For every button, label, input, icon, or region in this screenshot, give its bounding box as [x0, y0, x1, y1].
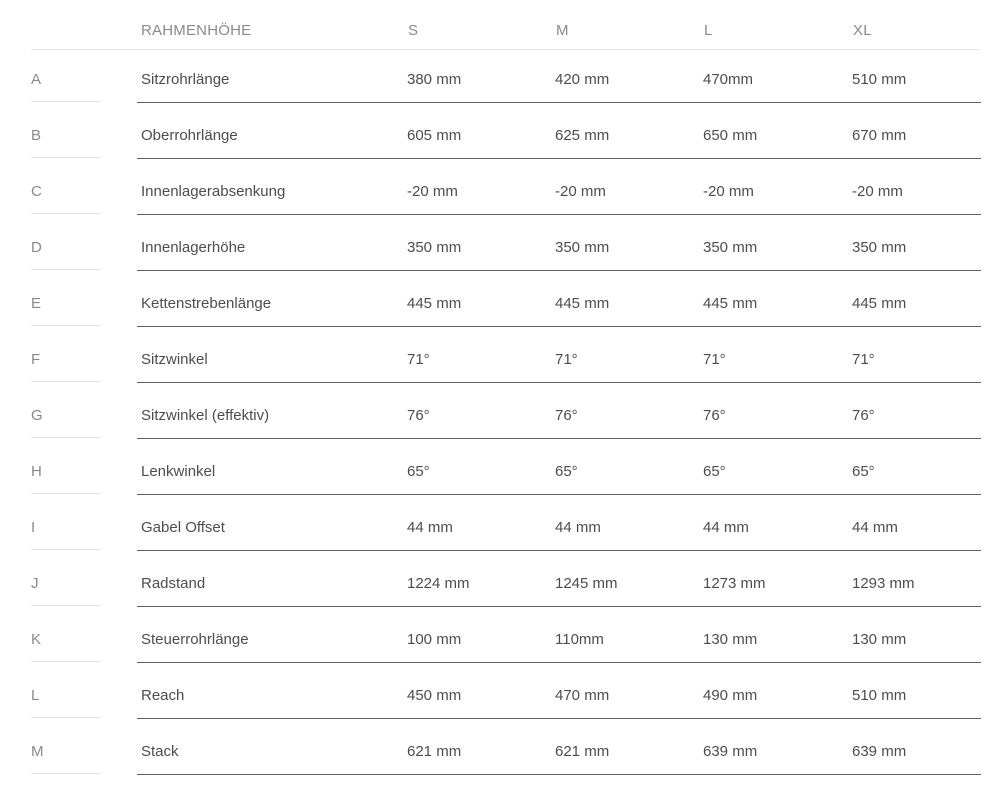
- value-size-s: 44 mm: [407, 519, 453, 536]
- table-row: [0, 441, 1003, 497]
- row-letter: L: [31, 687, 101, 718]
- row-label: Reach: [141, 687, 185, 704]
- row-values: [137, 295, 981, 327]
- table-header: [31, 0, 981, 50]
- row-label: Sitzwinkel: [141, 351, 208, 368]
- table-row: [0, 553, 1003, 609]
- value-size-s: 100 mm: [407, 631, 462, 648]
- row-values: [137, 351, 981, 383]
- header-size-s: S: [408, 22, 419, 39]
- row-label: Sitzwinkel (effektiv): [141, 407, 270, 424]
- row-letter: F: [31, 351, 101, 382]
- value-size-m: 110mm: [555, 631, 604, 648]
- value-size-s: 450 mm: [407, 687, 462, 704]
- value-size-m: 44 mm: [555, 519, 601, 536]
- value-size-xl: 1293 mm: [852, 575, 915, 592]
- value-size-l: 490 mm: [703, 687, 758, 704]
- value-size-xl: 76°: [852, 407, 875, 424]
- row-label: Oberrohrlänge: [141, 127, 238, 144]
- row-label: Kettenstrebenlänge: [141, 295, 272, 312]
- row-values: [137, 239, 981, 271]
- row-values: [137, 519, 981, 551]
- value-size-xl: 639 mm: [852, 743, 907, 760]
- table-row: [0, 665, 1003, 721]
- value-size-xl: 65°: [852, 463, 875, 480]
- value-size-m: 65°: [555, 463, 578, 480]
- value-size-xl: 510 mm: [852, 71, 907, 88]
- value-size-s: 621 mm: [407, 743, 462, 760]
- value-size-s: 350 mm: [407, 239, 462, 256]
- value-size-s: 445 mm: [407, 295, 462, 312]
- value-size-xl: 445 mm: [852, 295, 907, 312]
- value-size-m: 76°: [555, 407, 578, 424]
- table-row: [0, 105, 1003, 161]
- row-letter: H: [31, 463, 101, 494]
- row-values: [137, 407, 981, 439]
- row-letter: J: [31, 575, 101, 606]
- table-row: [0, 217, 1003, 273]
- table-row: [0, 609, 1003, 665]
- row-label: Steuerrohrlänge: [141, 631, 249, 648]
- value-size-s: 65°: [407, 463, 430, 480]
- row-letter: C: [31, 183, 101, 214]
- table-row: [0, 161, 1003, 217]
- value-size-xl: 130 mm: [852, 631, 907, 648]
- value-size-m: -20 mm: [555, 183, 606, 200]
- value-size-l: 445 mm: [703, 295, 758, 312]
- value-size-m: 445 mm: [555, 295, 610, 312]
- value-size-s: 380 mm: [407, 71, 462, 88]
- table-row: [0, 721, 1003, 777]
- value-size-l: 71°: [703, 351, 726, 368]
- value-size-l: 470mm: [703, 71, 754, 88]
- value-size-m: 621 mm: [555, 743, 610, 760]
- row-values: [137, 575, 981, 607]
- value-size-s: 71°: [407, 351, 430, 368]
- row-label: Lenkwinkel: [141, 463, 216, 480]
- header-size-l: L: [704, 22, 713, 39]
- value-size-s: -20 mm: [407, 183, 458, 200]
- header-frame-size: RAHMENHÖHE: [141, 22, 252, 39]
- value-size-l: 76°: [703, 407, 726, 424]
- row-label: Innenlagerhöhe: [141, 239, 246, 256]
- row-values: [137, 183, 981, 215]
- value-size-m: 71°: [555, 351, 578, 368]
- row-letter: B: [31, 127, 101, 158]
- value-size-xl: 670 mm: [852, 127, 907, 144]
- value-size-l: 130 mm: [703, 631, 758, 648]
- value-size-s: 76°: [407, 407, 430, 424]
- row-letter: D: [31, 239, 101, 270]
- header-size-m: M: [556, 22, 569, 39]
- row-values: [137, 463, 981, 495]
- row-label: Gabel Offset: [141, 519, 225, 536]
- table-row: [0, 385, 1003, 441]
- table-row: [0, 49, 1003, 105]
- value-size-m: 420 mm: [555, 71, 610, 88]
- row-letter: K: [31, 631, 101, 662]
- value-size-l: 350 mm: [703, 239, 758, 256]
- value-size-m: 1245 mm: [555, 575, 618, 592]
- value-size-l: 44 mm: [703, 519, 749, 536]
- value-size-m: 470 mm: [555, 687, 610, 704]
- row-values: [137, 127, 981, 159]
- value-size-xl: 71°: [852, 351, 875, 368]
- value-size-s: 1224 mm: [407, 575, 470, 592]
- value-size-m: 625 mm: [555, 127, 610, 144]
- value-size-xl: 350 mm: [852, 239, 907, 256]
- value-size-l: -20 mm: [703, 183, 754, 200]
- value-size-l: 65°: [703, 463, 726, 480]
- row-label: Stack: [141, 743, 179, 760]
- value-size-m: 350 mm: [555, 239, 610, 256]
- row-label: Radstand: [141, 575, 206, 592]
- value-size-xl: 44 mm: [852, 519, 898, 536]
- value-size-xl: -20 mm: [852, 183, 903, 200]
- value-size-s: 605 mm: [407, 127, 462, 144]
- value-size-l: 1273 mm: [703, 575, 766, 592]
- row-values: [137, 743, 981, 775]
- row-letter: E: [31, 295, 101, 326]
- row-letter: A: [31, 71, 101, 102]
- row-values: [137, 631, 981, 663]
- row-label: Sitzrohrlänge: [141, 71, 230, 88]
- row-letter: M: [31, 743, 101, 774]
- value-size-l: 650 mm: [703, 127, 758, 144]
- header-size-xl: XL: [853, 22, 872, 39]
- row-values: [137, 687, 981, 719]
- value-size-l: 639 mm: [703, 743, 758, 760]
- table-row: [0, 273, 1003, 329]
- value-size-xl: 510 mm: [852, 687, 907, 704]
- row-letter: G: [31, 407, 101, 438]
- row-values: [137, 71, 981, 103]
- row-letter: I: [31, 519, 101, 550]
- table-row: [0, 329, 1003, 385]
- table-row: [0, 497, 1003, 553]
- row-label: Innenlagerabsenkung: [141, 183, 286, 200]
